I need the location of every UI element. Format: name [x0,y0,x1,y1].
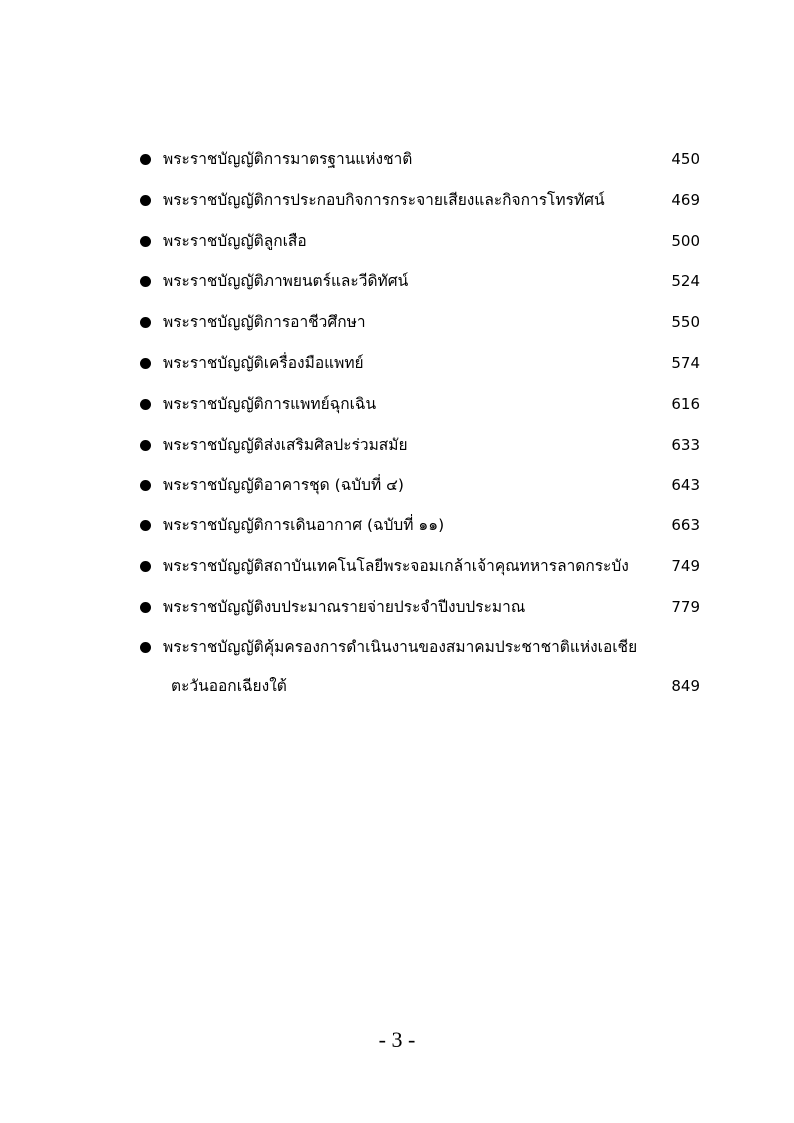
bullet-icon [140,440,151,451]
toc-entry [138,393,704,434]
toc-entry-page: 749 [671,557,700,575]
toc-entry-page: 574 [671,354,700,372]
bullet-icon [140,642,151,653]
toc-entry [138,636,704,716]
toc-entry [138,555,704,596]
bullet-icon [140,602,151,613]
toc-entry-page: 469 [671,191,700,209]
toc-entry-page: 524 [671,272,700,290]
bullet-icon [140,480,151,491]
toc-entry-title: พระราชบัญญัติการประกอบกิจการกระจายเสียงและกิจการโทรทัศน์ [163,191,605,209]
bullet-icon [140,236,151,247]
toc-entry-page: 663 [671,516,700,534]
toc-entry-title: พระราชบัญญัติการแพทย์ฉุกเฉิน [163,395,377,413]
toc-entry [138,189,704,230]
bullet-icon [140,317,151,328]
bullet-icon [140,276,151,287]
bullet-icon [140,195,151,206]
bullet-icon [140,358,151,369]
toc-entry-title: พระราชบัญญัติการมาตรฐานแห่งชาติ [163,150,413,168]
toc-entry-title-line1: พระราชบัญญัติคุ้มครองการดำเนินงานของสมาคมประชาชาติแห่งเอเชีย [163,638,638,656]
table-of-contents [138,148,704,716]
toc-entry-page: 643 [671,476,700,494]
bullet-icon [140,399,151,410]
toc-entry [138,596,704,636]
toc-entry-title: พระราชบัญญัติการอาชีวศึกษา [163,313,366,331]
toc-entry [138,311,704,352]
toc-entry-title: พระราชบัญญัติเครื่องมือแพทย์ [163,354,364,372]
toc-entry-title: พระราชบัญญัติอาคารชุด (ฉบับที่ ๔) [163,476,404,494]
toc-entry [138,434,704,474]
toc-entry-title [163,636,704,697]
toc-entry [138,270,704,311]
toc-entry [138,230,704,270]
toc-entry-page: 779 [671,598,700,616]
toc-entry-title: พระราชบัญญัติการเดินอากาศ (ฉบับที่ ๑๑) [163,516,445,534]
toc-entry-page: 849 [671,677,700,695]
toc-entry-title: พระราชบัญญัติลูกเสือ [163,232,307,250]
page-number: - 3 - [378,1027,416,1052]
toc-entry [138,514,704,555]
toc-entry [138,148,704,189]
toc-entry-page: 633 [671,436,700,454]
toc-entry-page: 500 [671,232,700,250]
toc-entry-title: พระราชบัญญัติงบประมาณรายจ่ายประจำปีงบประมาณ [163,598,526,616]
toc-entry-page: 616 [671,395,700,413]
toc-entry [138,352,704,393]
toc-entry-page: 550 [671,313,700,331]
toc-entry-page: 450 [671,150,700,168]
bullet-icon [140,520,151,531]
bullet-icon [140,561,151,572]
toc-entry-title: พระราชบัญญัติสถาบันเทคโนโลยีพระจอมเกล้าเจ้าคุณทหารลาดกระบัง [163,557,629,575]
bullet-icon [140,154,151,165]
toc-entry [138,474,704,514]
toc-entry-title: พระราชบัญญัติภาพยนตร์และวีดิทัศน์ [163,272,409,290]
toc-entry-title-line2: ตะวันออกเฉียงใต้ [171,677,287,695]
toc-entry-title: พระราชบัญญัติส่งเสริมศิลปะร่วมสมัย [163,436,408,454]
